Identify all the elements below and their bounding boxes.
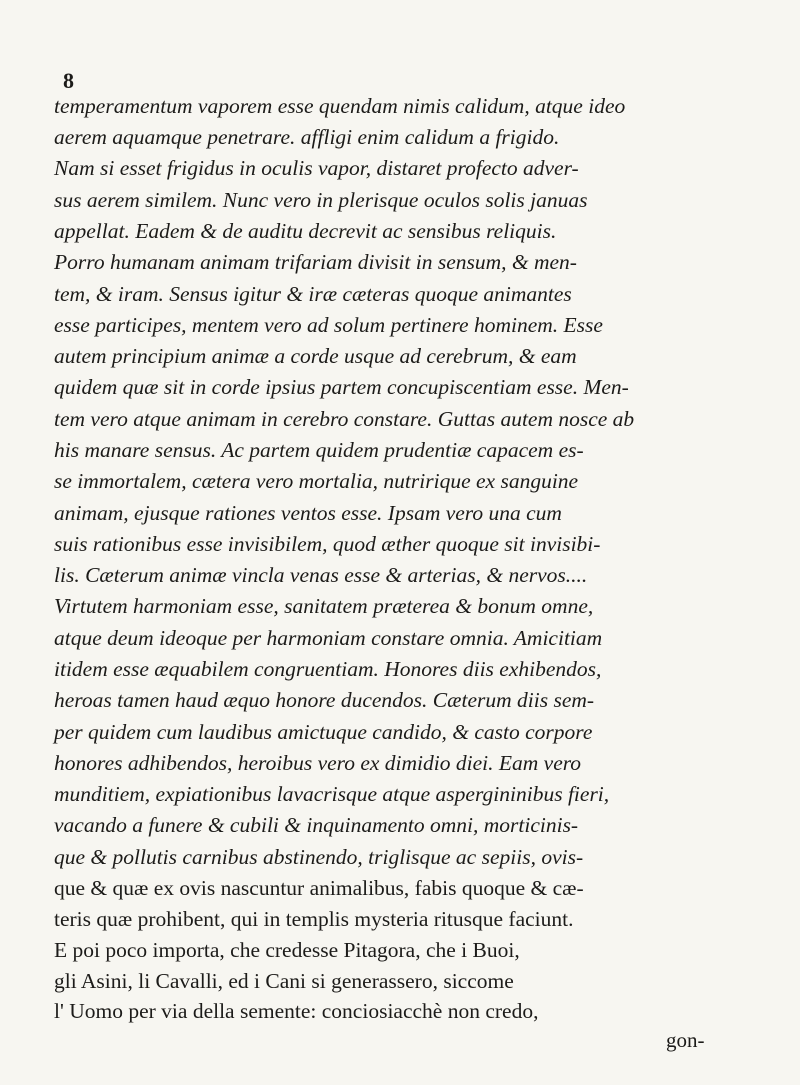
text-line: heroas tamen haud æquo honore ducendos. Cæterum diis sem- [54,688,595,712]
text-line: se immortalem, cætera vero mortalia, nutririque ex sanguine [54,469,579,493]
text-line: animam, ejusque rationes ventos esse. Ipsam vero una cum [54,501,562,525]
text-line: vacando a funere & cubili & inquinamento omni, morticinis- [54,813,579,837]
text-line: itidem esse æquabilem congruentiam. Honores diis exhibendos, [54,657,602,681]
text-line: temperamentum vaporem esse quendam nimis calidum, atque ideo [54,94,626,118]
text-line: per quidem cum laudibus amictuque candido, & casto corpore [54,720,593,744]
text-line: quidem quæ sit in corde ipsius partem concupiscentiam esse. Men- [54,375,629,399]
text-line: tem, & iram. Sensus igitur & iræ cæteras quoque animantes [54,282,572,306]
text-line: gli Asini, li Cavalli, ed i Cani si generassero, siccome [54,969,514,993]
text-line: tem vero atque animam in cerebro constare. Guttas autem nosce ab [54,407,635,431]
page-number: 8 [63,68,74,93]
text-line: Nam si esset frigidus in oculis vapor, distaret profecto adver- [54,156,579,180]
text-line: autem principium animæ a corde usque ad cerebrum, & eam [54,344,577,368]
text-line: aerem aquamque penetrare. affligi enim calidum a frigido. [54,125,560,149]
text-line: E poi poco importa, che credesse Pitagora, che i Buoi, [54,938,520,962]
text-line: suis rationibus esse invisibilem, quod æther quoque sit invisibi- [54,532,601,556]
text-line: l' Uomo per via della semente: conciosiacchè non credo, [54,999,539,1023]
text-line: sus aerem similem. Nunc vero in plerisque oculos solis januas [54,188,588,212]
text-line: his manare sensus. Ac partem quidem prudentiæ capacem es- [54,438,584,462]
text-line: que & quæ ex ovis nascuntur animalibus, fabis quoque & cæ- [54,876,584,900]
text-line: munditiem, expiationibus lavacrisque atque aspergininibus fieri, [54,782,610,806]
text-line: esse participes, mentem vero ad solum pertinere hominem. Esse [54,313,603,337]
text-line: que & pollutis carnibus abstinendo, triglisque ac sepiis, ovis- [54,845,584,869]
text-line: appellat. Eadem & de auditu decrevit ac sensibus reliquis. [54,219,557,243]
text-line: Porro humanam animam trifariam divisit in sensum, & men- [54,250,577,274]
text-line: Virtutem harmoniam esse, sanitatem præterea & bonum omne, [54,594,594,618]
text-line: lis. Cæterum animæ vincla venas esse & arterias, & nervos.... [54,563,588,587]
text-line: honores adhibendos, heroibus vero ex dimidio diei. Eam vero [54,751,582,775]
text-line: teris quæ prohibent, qui in templis mysteria ritusque faciunt. [54,907,574,931]
text-line: atque deum ideoque per harmoniam constare omnia. Amicitiam [54,626,603,650]
catchword: gon- [666,1028,705,1052]
